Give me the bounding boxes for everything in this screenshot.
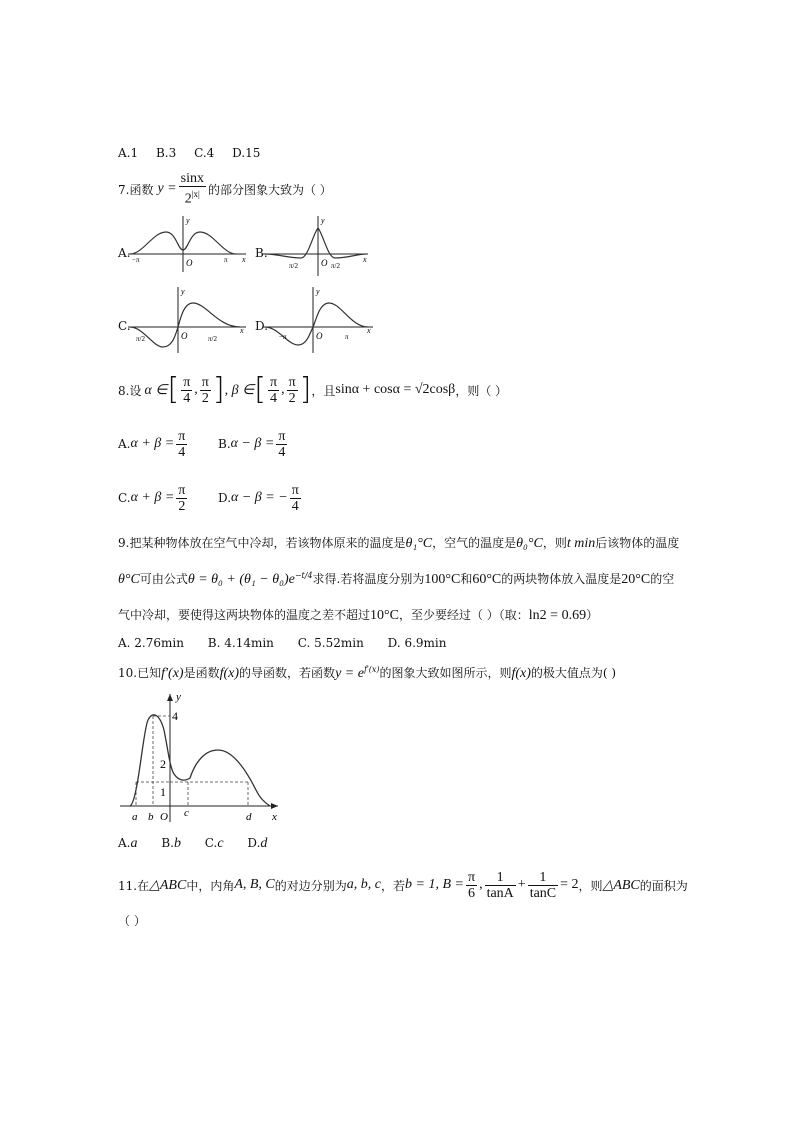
label: B. bbox=[218, 437, 231, 451]
q6-option-a: A.1 bbox=[118, 146, 139, 160]
x-label: x bbox=[240, 326, 244, 335]
origin: O bbox=[181, 331, 188, 341]
text: 求得.若将温度分别为 bbox=[312, 572, 425, 586]
q8-frac-lo-2 bbox=[268, 375, 279, 406]
tick-1: 1 bbox=[160, 785, 166, 799]
text: ，至少要经过（ ）（取： bbox=[398, 608, 529, 622]
expr: α − β = − bbox=[231, 490, 288, 505]
triangle: △ABC bbox=[149, 877, 187, 893]
q7-graph-d bbox=[263, 285, 378, 355]
num: π bbox=[291, 482, 299, 498]
y-label: y bbox=[176, 691, 181, 703]
neg-tick: −π bbox=[279, 333, 287, 341]
label: C. bbox=[118, 491, 131, 505]
text: 的空 bbox=[650, 572, 675, 586]
q8-bracket-close-2: ] bbox=[299, 372, 312, 407]
origin: O bbox=[186, 258, 193, 268]
q8-condition: sinα + cosα = √2cosβ bbox=[335, 382, 456, 397]
q10-option-a bbox=[118, 836, 137, 850]
tick-b: b bbox=[148, 811, 154, 823]
q7-graph-b bbox=[263, 214, 378, 278]
sides: a, b, c bbox=[346, 877, 382, 892]
q6-options bbox=[118, 146, 274, 160]
text: 10.已知 bbox=[118, 666, 162, 680]
tick-2: 2 bbox=[160, 757, 166, 771]
neg-tick: −π bbox=[132, 256, 140, 264]
comma: , bbox=[194, 382, 198, 397]
text: 中，内角 bbox=[186, 878, 235, 893]
comma: , bbox=[281, 382, 285, 397]
text: ，若 bbox=[381, 878, 406, 893]
q11-stem bbox=[118, 866, 688, 904]
text: ，则 bbox=[578, 878, 603, 893]
frac bbox=[290, 483, 301, 514]
temp: 60°C bbox=[472, 572, 502, 587]
text: 和 bbox=[460, 572, 473, 586]
q8-frac-hi-1 bbox=[200, 375, 211, 406]
y-label: y bbox=[181, 287, 185, 296]
eq: = 2 bbox=[560, 877, 579, 892]
origin: O bbox=[316, 331, 323, 341]
pos-tick: π bbox=[224, 256, 228, 264]
q10-option-c bbox=[205, 836, 224, 850]
q8-option-c bbox=[118, 480, 189, 516]
num: 1 bbox=[528, 870, 558, 886]
den: 6 bbox=[468, 885, 476, 901]
label: D. bbox=[247, 836, 261, 850]
q7-graph-c bbox=[128, 285, 248, 355]
x-label: x bbox=[363, 255, 367, 264]
yexp: y = e bbox=[335, 666, 364, 681]
theta0: θ₀°C bbox=[516, 536, 543, 551]
text: 气中冷却，要使得这两块物体的温度之差不超过 bbox=[118, 608, 371, 622]
q10-stem bbox=[118, 664, 616, 682]
expr: α + β = bbox=[130, 490, 175, 505]
temp: 10°C bbox=[370, 608, 399, 623]
q7-func-lhs: y = bbox=[157, 181, 177, 196]
q7-option-c-label: C. bbox=[118, 319, 131, 333]
q7-option-b-label: B. bbox=[255, 246, 268, 260]
expr: α + β = bbox=[130, 436, 175, 451]
q7-fraction bbox=[179, 171, 206, 207]
label: B. bbox=[161, 836, 174, 850]
q8-bracket-close-1: ] bbox=[212, 372, 225, 407]
origin: O bbox=[160, 811, 168, 823]
num: π bbox=[178, 428, 186, 444]
tick-d: d bbox=[246, 811, 252, 823]
x-label: x bbox=[272, 811, 277, 823]
q9-line-3 bbox=[118, 606, 598, 624]
x-arrow bbox=[271, 803, 278, 809]
text: 的对边分别为 bbox=[274, 878, 347, 893]
fx: f(x) bbox=[511, 666, 531, 681]
tick-c: c bbox=[184, 807, 189, 819]
q8-option-a bbox=[118, 426, 189, 462]
q10-option-d bbox=[247, 836, 267, 850]
num: π bbox=[201, 374, 209, 390]
q9-line-1 bbox=[118, 534, 679, 552]
q7-option-a-label: A. bbox=[118, 246, 131, 260]
tick-a: a bbox=[132, 811, 138, 823]
tick-4: 4 bbox=[172, 709, 178, 723]
q8-stem bbox=[118, 370, 507, 410]
temp: 20°C bbox=[621, 572, 651, 587]
label: A. bbox=[118, 836, 131, 850]
den: 4 bbox=[278, 444, 286, 460]
expr: α − β = bbox=[230, 436, 275, 451]
frac bbox=[176, 429, 187, 460]
q9-option-b: B. 4.14min bbox=[207, 636, 274, 650]
val: d bbox=[260, 836, 268, 851]
q9-option-a: A. 2.76min bbox=[118, 636, 184, 650]
q10-options bbox=[118, 836, 267, 852]
q6-option-b: B.3 bbox=[155, 146, 177, 160]
y-label: y bbox=[186, 216, 190, 225]
frac-pi-6 bbox=[466, 870, 477, 901]
temp: 100°C bbox=[424, 572, 461, 587]
plus: + bbox=[517, 877, 526, 892]
frac-tanC bbox=[528, 870, 558, 901]
q7-den-base: 2 bbox=[184, 191, 192, 207]
q9-option-c: C. 5.52min bbox=[297, 636, 364, 650]
cond: b = 1, B = bbox=[405, 877, 464, 892]
yexp-sup: f′(x) bbox=[363, 665, 380, 674]
angles: A, B, C bbox=[234, 877, 275, 892]
text: 的极大值点为( ) bbox=[530, 666, 617, 680]
den: 4 bbox=[178, 444, 186, 460]
num: 1 bbox=[485, 870, 516, 886]
den: 2 bbox=[288, 390, 296, 406]
theta: θ°C bbox=[118, 572, 140, 587]
q8-frac-lo-1 bbox=[181, 375, 192, 406]
val: b bbox=[173, 836, 181, 851]
x-label: x bbox=[367, 326, 371, 335]
num: π bbox=[178, 482, 186, 498]
q8-option-d bbox=[218, 480, 303, 516]
pos-tick: π/2 bbox=[208, 335, 217, 343]
fprime: f′(x) bbox=[161, 666, 184, 681]
q6-option-c: C.4 bbox=[194, 146, 215, 160]
frac-tanA bbox=[485, 870, 516, 901]
val: a bbox=[130, 836, 138, 851]
den: 4 bbox=[291, 498, 299, 514]
den: 2 bbox=[201, 390, 209, 406]
tmin: t min bbox=[566, 536, 596, 551]
q7-func-num: sinx bbox=[180, 171, 204, 187]
q6-option-d: D.15 bbox=[232, 146, 261, 160]
x-label: x bbox=[242, 255, 246, 264]
text: 后该物体的温度 bbox=[595, 536, 680, 550]
text: ，空气的温度是 bbox=[432, 536, 517, 550]
q8-alpha-in: α ∈ bbox=[144, 382, 168, 398]
q9-option-d: D. 6.9min bbox=[387, 636, 447, 650]
q7-den-exp: |x| bbox=[191, 189, 200, 200]
den: 2 bbox=[178, 498, 186, 514]
q7-prefix: 7.函数 bbox=[118, 182, 154, 197]
num: π bbox=[183, 374, 191, 390]
curve bbox=[130, 715, 270, 806]
pos-tick: π/2 bbox=[331, 262, 340, 270]
text: 9.把某种物体放在空气中冷却，若该物体原来的温度是 bbox=[118, 536, 406, 550]
q8-beta-in: , β ∈ bbox=[224, 382, 255, 398]
fx: f(x) bbox=[219, 666, 240, 681]
val: c bbox=[217, 836, 224, 851]
den: 4 bbox=[270, 390, 278, 406]
den: 4 bbox=[183, 390, 191, 406]
text: 是函数 bbox=[183, 666, 220, 680]
q7-stem bbox=[118, 171, 332, 207]
text: ） bbox=[586, 608, 599, 622]
theta1: θ₁°C bbox=[405, 536, 433, 551]
label: D. bbox=[218, 491, 232, 505]
q8-prefix: 8.设 bbox=[118, 383, 142, 398]
comma: , bbox=[479, 877, 483, 892]
q7-option-d-label: D. bbox=[255, 319, 269, 333]
neg-tick: π/2 bbox=[289, 262, 298, 270]
y-label: y bbox=[321, 216, 325, 225]
text: 可由公式 bbox=[139, 572, 188, 586]
y-arrow bbox=[167, 694, 173, 701]
triangle: △ABC bbox=[602, 877, 640, 893]
q8-bracket-open-2: [ bbox=[254, 372, 266, 407]
ln2: ln2 = 0.69 bbox=[528, 608, 587, 623]
den: tanA bbox=[486, 885, 514, 901]
num: π bbox=[467, 869, 476, 885]
den: tanC bbox=[529, 885, 557, 901]
text: 11.在 bbox=[118, 878, 150, 893]
num: π bbox=[269, 374, 278, 390]
frac bbox=[176, 483, 187, 514]
label: C. bbox=[204, 836, 218, 850]
q8-suffix: ，则（ ） bbox=[455, 383, 508, 398]
y-label: y bbox=[316, 287, 320, 296]
neg-tick: π/2 bbox=[136, 335, 145, 343]
text: 的图象大致如图所示，则 bbox=[379, 666, 512, 680]
q7-graph-a bbox=[128, 214, 248, 274]
q8-option-b bbox=[218, 426, 289, 462]
num: π bbox=[288, 374, 296, 390]
q9-line-2 bbox=[118, 570, 674, 588]
label: A. bbox=[118, 437, 131, 451]
q9-options bbox=[118, 636, 460, 650]
formula: θ = θ₀ + (θ₁ − θ₀)e bbox=[187, 572, 295, 587]
q8-frac-hi-2 bbox=[287, 375, 298, 406]
text: 的导函数，若函数 bbox=[239, 666, 336, 680]
pos-tick: π bbox=[345, 333, 349, 341]
q7-func-den bbox=[179, 187, 206, 207]
q10-option-b bbox=[161, 836, 181, 850]
q8-bracket-open-1: [ bbox=[167, 372, 180, 407]
exponent: −t/4 bbox=[294, 571, 313, 580]
q8-condition-pre: ，且 bbox=[311, 383, 336, 398]
text: 的面积为 bbox=[639, 878, 688, 893]
q11-paren: （ ） bbox=[118, 914, 146, 928]
frac bbox=[276, 429, 287, 460]
q7-suffix: 的部分图象大致为（ ） bbox=[207, 182, 332, 197]
q10-graph bbox=[118, 690, 288, 830]
origin: O bbox=[321, 258, 328, 268]
text: 的两块物体放入温度是 bbox=[501, 572, 622, 586]
text: ，则 bbox=[542, 536, 567, 550]
num: π bbox=[278, 428, 286, 444]
